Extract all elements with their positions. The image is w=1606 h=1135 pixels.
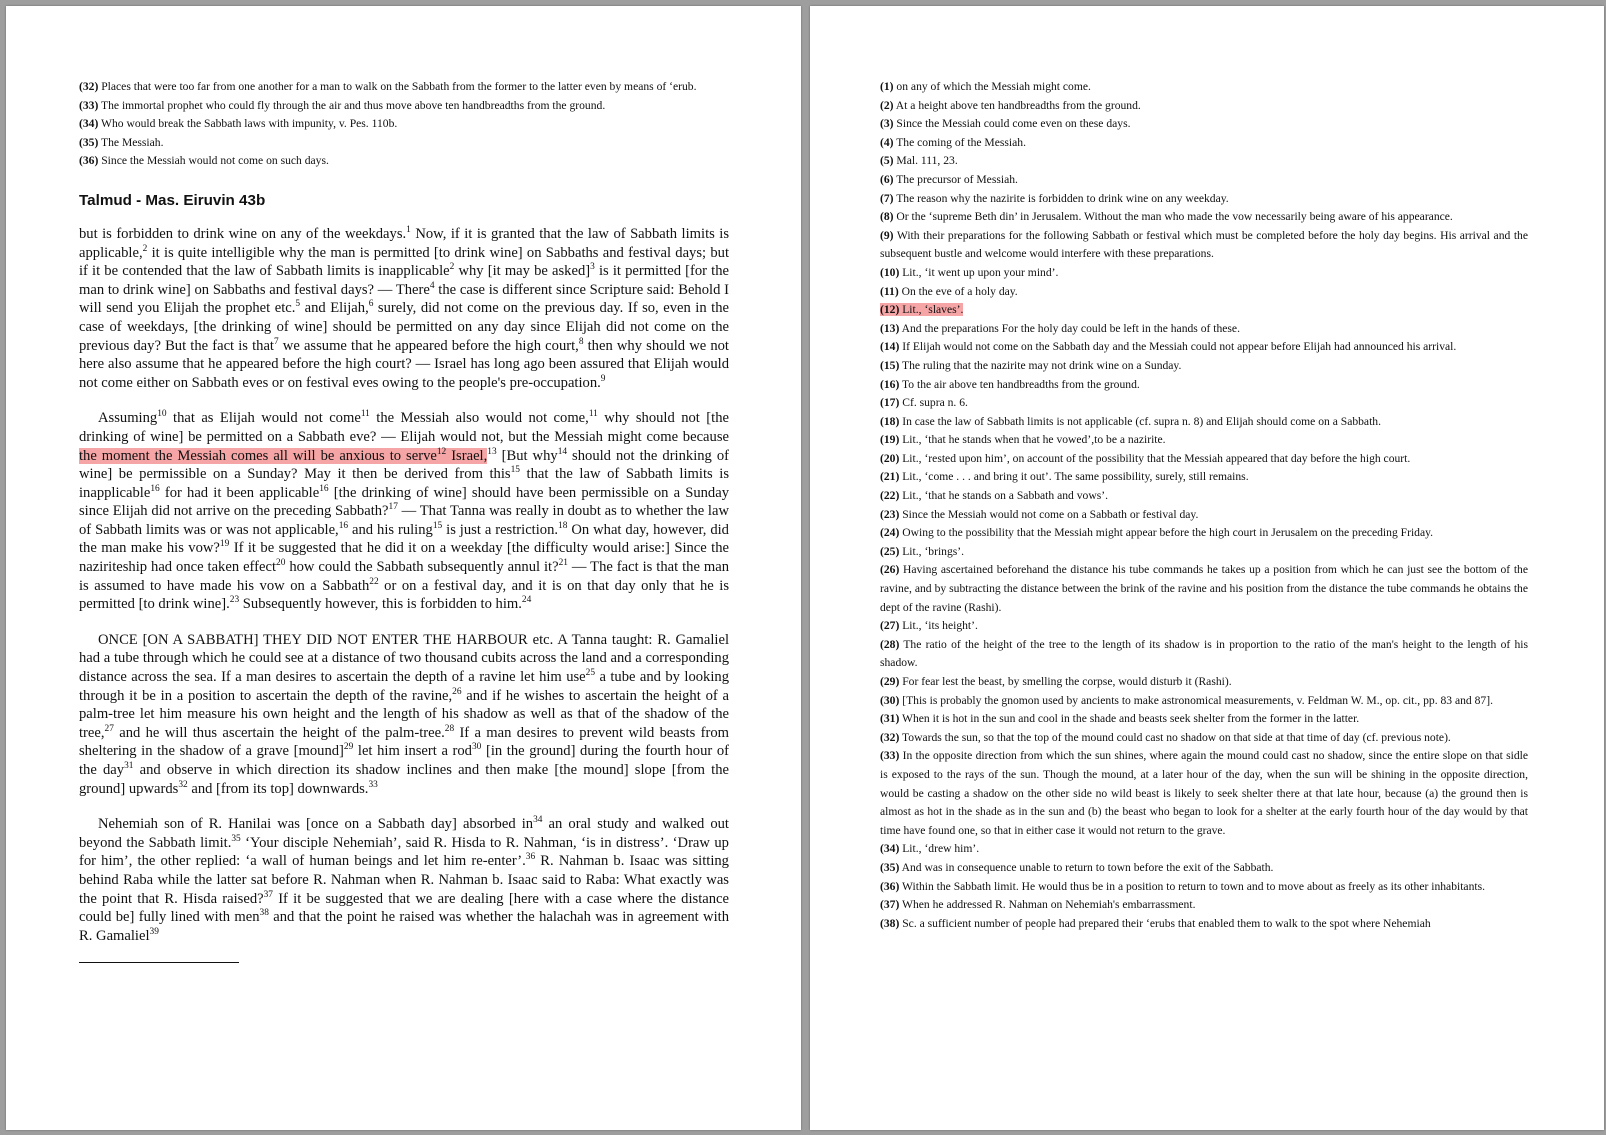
footnote-ref[interactable]: 11 [588, 409, 598, 420]
footnote-ref[interactable]: 19 [219, 539, 230, 550]
footnote-text: The ruling that the nazirite may not drink wine on a Sunday. [899, 358, 1182, 372]
body-paragraph [79, 225, 729, 392]
footnote-ref[interactable]: 11 [360, 409, 370, 420]
text-run: a tube and by looking through it be in a position to ascertain the depth of the ravine, [79, 669, 729, 704]
footnote-item [880, 152, 1528, 171]
footnote-text: Lit., ‘its height’. [899, 619, 978, 633]
footnote-text: Lit., ‘slaves’. [899, 303, 964, 317]
footnote-text: At a height above ten handbreadths from the ground. [893, 98, 1141, 112]
footnote-text: In the opposite direction from which the sun shines, where again the mound could cast no shadow, since the entire slope on that sidle is exposed to the rays of the sun. Though the mound, at a later hour of the day, when the sun will be shining in the opposite direction, would be casting a shadow on the other side no wild beast is likely to seek shelter there at that late hour, because (a) the ground then is almost as hot in the shade as in the sun and (b) the beast who began to look for a shelter at the early fourth hour of the day would by that time have found one, so that in either case it would not return to the grave. [880, 749, 1528, 837]
footnote-ref[interactable]: 9 [600, 373, 606, 384]
text-run: Now, if it is granted that the law of Sabbath limits is applicable, [79, 225, 730, 261]
text-run: let him insert a rod [353, 743, 472, 760]
text-run: an oral study and walked out beyond the Sabbath limit. [79, 816, 729, 851]
footnote-text: Lit., ‘come . . . and bring it out’. The same possibility, surely, still remains. [899, 470, 1249, 484]
footnote-text: When it is hot in the sun and cool in the shade and beasts seek shelter from the former in the latter. [899, 712, 1360, 726]
footnote-number: (24) [880, 526, 900, 540]
footnote-number: (20) [880, 451, 900, 465]
footnote-item [880, 357, 1528, 376]
footnote-item [880, 561, 1528, 617]
footnote-number: (7) [880, 191, 894, 205]
text-run: or on a festival day, and it is on that day only that he is permitted [to drink wine]. [79, 577, 729, 613]
footnote-number: (25) [880, 544, 900, 558]
footnote-text: Within the Sabbath limit. He would thus be in a position to return to town and to move about as freely as its other inhabitants. [899, 879, 1486, 893]
footnote-item [880, 840, 1528, 859]
footnote-number: (14) [880, 340, 900, 354]
footnote-item [880, 190, 1528, 209]
text-run: we assume that he appeared before the high court, [278, 337, 579, 354]
highlighted-text: Israel, [446, 447, 488, 464]
footnote-number: (6) [880, 172, 894, 186]
text-run: On what day, however, did the man make his vow? [79, 521, 729, 557]
footnote-item [880, 617, 1528, 636]
footnote-number: (10) [880, 265, 900, 279]
footnote-ref[interactable]: 16 [319, 483, 329, 494]
footnote-number: (36) [880, 879, 900, 893]
footnote-ref[interactable]: 15 [432, 521, 443, 532]
footnote-ref[interactable]: 15 [510, 465, 520, 476]
footnote-number: (26) [880, 563, 900, 577]
footnote-separator-rule [79, 962, 239, 963]
footnote-text: on any of which the Messiah might come. [893, 80, 1091, 93]
text-run: it is quite intelligible why the man is permitted [to drink wine] on Sabbaths and festival days; but if it be contended that the law of Sabbath limits is inapplicable [79, 244, 729, 280]
footnote-item [79, 78, 729, 97]
footnote-item [880, 171, 1528, 190]
footnote-ref[interactable]: 4 [429, 280, 435, 291]
footnote-item [880, 115, 1528, 134]
footnote-item [880, 524, 1528, 543]
footnote-text: The ratio of the height of the tree to the length of its shadow is in proportion to the ratio of the man's height to the length of his shadow. [880, 637, 1528, 670]
footnote-number: (15) [880, 358, 900, 372]
footnote-item [880, 78, 1528, 97]
footnote-ref[interactable]: 16 [338, 521, 349, 532]
footnote-text: On the eve of a holy day. [898, 284, 1018, 298]
footnote-number: (4) [880, 135, 894, 149]
text-run: is it permitted [for the man to drink wine] on Sabbaths and festival days? — There [79, 263, 729, 298]
footnote-item [880, 468, 1528, 487]
footnote-text: The immortal prophet who could fly through the air and thus move above ten handbreadths from the ground. [98, 98, 606, 112]
footnote-text: Having ascertained beforehand the distance his tube commands he takes up a position from which he can just see the bottom of the ravine, and by subtracting the distance between the brink of the ravine and his position from the distance the tube commands he obtains the dept of the ravine (Rashi). [880, 563, 1528, 614]
footnote-text: For fear lest the beast, by smelling the corpse, would disturb it (Rashi). [899, 675, 1232, 688]
text-run: the case is different since Scripture said: Behold I will send you Elijah the prophet etc. [79, 281, 729, 317]
footnote-ref[interactable]: 23 [229, 595, 240, 606]
footnote-text: Since the Messiah would not come on such days. [98, 154, 329, 168]
footnote-number: (32) [880, 730, 900, 744]
footnote-ref[interactable]: 31 [124, 761, 134, 772]
footnote-number: (36) [79, 154, 99, 168]
text-run: R. Nahman b. Isaac was sitting behind Raba while the latter sat before R. Nahman when R. Nahman b. Isaac said to Raba: What exactly was the point that R. Hisda raised? [79, 853, 729, 907]
tractate-heading: Talmud - Mas. Eiruvin 43b [79, 191, 266, 209]
footnote-item [880, 301, 1528, 320]
footnote-ref[interactable]: 32 [178, 779, 188, 790]
footnote-text: Towards the sun, so that the top of the mound could cast no shadow on that side at that time of day (cf. previous note). [899, 730, 1451, 744]
footnote-text: Lit., ‘rested upon him’, on account of the possibility that the Messiah appeared that day before the high court. [899, 451, 1411, 465]
footnote-number: (17) [880, 396, 900, 410]
footnote-ref[interactable]: 8 [578, 336, 584, 347]
footnote-item [880, 747, 1528, 840]
footnote-text: And was in consequence unable to return to town before the exit of the Sabbath. [899, 860, 1274, 874]
footnote-number: (27) [880, 619, 900, 633]
footnote-item [880, 208, 1528, 227]
footnote-text: Or the ‘supreme Beth din’ in Jerusalem. Without the man who made the vow necessarily being aware of his appearance. [893, 210, 1453, 224]
text-run: should not the drinking of wine] be permissible on a Sunday? May it then be derived from this [79, 447, 729, 483]
text-run: If a man desires to prevent wild beasts from sheltering in the shadow of a grave [mound] [79, 724, 729, 760]
footnote-text: The Messiah. [98, 135, 164, 149]
text-run: surely, did not come on the previous day. If so, even in the case of weekdays, [the drinking of wine] should be permitted on any day since Elijah did not come on the previous day? But the fact is that [79, 300, 729, 354]
footnote-number: (3) [880, 117, 894, 131]
footnote-ref[interactable]: 7 [273, 336, 279, 347]
footnote-item [880, 506, 1528, 525]
footnote-ref[interactable]: 20 [276, 558, 286, 569]
footnote-ref[interactable]: 3 [590, 262, 595, 273]
footnote-text: Owing to the possibility that the Messiah might appear before the high court in Jerusalem on the preceding Friday. [899, 526, 1434, 540]
footnote-item [880, 450, 1528, 469]
footnote-item [880, 264, 1528, 283]
footnote-item [880, 376, 1528, 395]
footnote-ref[interactable]: 26 [452, 686, 462, 697]
text-run: If it be suggested that we are dealing [here with a case where the distance could be] fully lined with men [79, 890, 729, 926]
body-paragraph [79, 631, 729, 798]
highlighted-text: the moment the Messiah comes all will be anxious to serve [79, 447, 437, 464]
footnote-ref[interactable]: 24 [521, 595, 532, 606]
document-page-right [810, 6, 1604, 1130]
footnote-text: The reason why the nazirite is forbidden to drink wine on any weekday. [893, 191, 1229, 205]
text-run: [But why [496, 447, 558, 464]
footnote-ref[interactable]: 21 [558, 558, 568, 569]
footnote-number: (2) [880, 98, 894, 112]
text-run: and [from its top] downwards. [187, 780, 369, 797]
text-run: Subsequently however, this is forbidden to him. [239, 596, 522, 613]
footnote-number: (16) [880, 377, 900, 391]
footnote-text: Mal. 111, 23. [893, 154, 958, 168]
footnote-text: With their preparations for the following Sabbath or festival which must be completed before the holy day begins. His arrival and the subsequent bustle and welcome would interfere with these preparations. [880, 228, 1528, 261]
text-run: [the drinking of wine] should have been permissible on a Sunday since Elijah did not arrive on the preceding Sabbath? [79, 484, 729, 520]
text-run: ‘Your disciple Nehemiah’, said R. Hisda to R. Nahman, ‘is in distress’. ‘Draw up for him’, the other replied: ‘a wall of human beings and let him re-enter’. [79, 834, 729, 870]
footnote-text: Sc. a sufficient number of people had prepared their ‘erubs that enabled them to walk to the spot where Nehemiah [899, 916, 1431, 930]
text-run: that the law of Sabbath limits is inapplicable [79, 466, 729, 501]
footnote-ref[interactable]: 35 [231, 833, 241, 844]
footnote-number: (23) [880, 507, 900, 521]
main-text [79, 225, 729, 945]
text-run: but is forbidden to drink wine on any of the weekdays. [79, 225, 407, 242]
footnote-item [880, 692, 1528, 711]
footnote-item [880, 413, 1528, 432]
text-run: Assuming [98, 410, 158, 427]
footnote-item [880, 320, 1528, 339]
text-run: If it be suggested that he did it on a weekday [the difficulty would arise:] Since the naziriteship had once taken effect [79, 540, 730, 576]
footnote-item [880, 859, 1528, 878]
footnote-ref[interactable]: 17 [388, 502, 398, 513]
footnote-text: In case the law of Sabbath limits is not applicable (cf. supra n. 8) and Elijah should come on a Sabbath. [899, 414, 1381, 428]
footnote-ref[interactable]: 36 [525, 852, 536, 863]
footnote-number: (18) [880, 414, 900, 428]
footnote-number: (29) [880, 675, 900, 688]
footnote-ref[interactable]: 12 [436, 446, 447, 457]
footnote-ref[interactable]: 27 [104, 723, 114, 734]
text-run: why [it may be asked] [454, 263, 591, 280]
footnote-item [880, 487, 1528, 506]
footnote-item [880, 338, 1528, 357]
footnote-text: Lit., ‘that he stands on a Sabbath and vows’. [899, 489, 1108, 503]
footnote-ref[interactable]: 22 [369, 576, 379, 587]
text-run: for had it been applicable [159, 484, 320, 501]
text-run: Nehemiah son of R. Hanilai was [once on a Sabbath day] absorbed in [98, 816, 534, 833]
footnote-text: Lit., ‘brings’. [899, 544, 965, 558]
footnote-text: If Elijah would not come on the Sabbath day and the Messiah could not appear before Elijah had announced his arrival. [899, 340, 1457, 354]
text-run: and Elijah, [300, 300, 369, 317]
footnote-item [79, 134, 729, 153]
footnote-item [880, 915, 1528, 934]
footnote-number: (12) [880, 303, 900, 317]
highlighted-passage [79, 448, 487, 464]
footnote-item [880, 283, 1528, 302]
footnote-text: Lit., ‘that he stands when that he vowed’,to be a nazirite. [899, 433, 1166, 447]
footnote-item [880, 431, 1528, 450]
text-run: and if he wishes to ascertain the height of a palm-tree let him measure his own height and the length of his shadow as well as that of the shadow of the tree, [79, 687, 729, 741]
footnote-item [880, 97, 1528, 116]
footnote-item [880, 673, 1528, 692]
footnote-item [880, 636, 1528, 673]
footnote-text: Lit., ‘it went up upon your mind’. [899, 265, 1059, 279]
footnote-item [880, 394, 1528, 413]
footnote-number: (33) [880, 749, 900, 763]
footnote-ref[interactable]: 33 [368, 779, 378, 790]
footnote-ref[interactable]: 25 [585, 668, 596, 679]
left-footnote-list [79, 78, 729, 171]
text-run: then why should we not here also assume that he appeared before the high court? — Israel has long ago been assured that Elijah would not come either on Sabbath eves or on festival eves owing to the people's pre-occupation. [79, 337, 729, 391]
footnote-number: (32) [79, 80, 99, 93]
footnote-text: [This is probably the gnomon used by ancients to make astronomical measurements, v. Feldman W. M., op. cit., pp. 83 and 87]. [899, 693, 1493, 707]
text-run: and his ruling [348, 521, 433, 538]
footnote-ref[interactable]: 6 [368, 299, 374, 310]
footnote-text: Since the Messiah could come even on these days. [893, 117, 1131, 131]
footnote-number: (35) [79, 135, 99, 149]
footnote-item [880, 227, 1528, 264]
footnote-item [880, 729, 1528, 748]
footnote-ref[interactable]: 14 [557, 446, 568, 457]
footnote-number: (13) [880, 321, 900, 335]
footnote-text: Who would break the Sabbath laws with impunity, v. Pes. 110b. [98, 117, 398, 131]
footnote-ref[interactable]: 2 [449, 262, 455, 273]
footnote-number: (21) [880, 470, 900, 484]
document-page-left [6, 6, 801, 1130]
text-run: the Messiah also would not come, [369, 410, 589, 427]
footnote-item [880, 878, 1528, 897]
text-run: is just a restriction. [442, 521, 559, 538]
footnote-text: The precursor of Messiah. [893, 172, 1018, 186]
footnote-number: (1) [880, 80, 894, 93]
footnote-number: (30) [880, 693, 900, 707]
footnote-ref[interactable]: 37 [263, 889, 273, 900]
text-run: and he will thus ascertain the height of the palm-tree. [113, 724, 445, 741]
footnote-item [79, 115, 729, 134]
footnote-item [880, 543, 1528, 562]
footnote-text: Lit., ‘drew him’. [899, 842, 980, 856]
footnote-ref[interactable]: 16 [150, 483, 160, 494]
footnote-ref[interactable]: 5 [295, 299, 301, 310]
footnote-number: (34) [880, 842, 900, 856]
footnote-number: (11) [880, 284, 899, 298]
footnote-number: (5) [880, 154, 894, 168]
text-run: and observe in which direction its shadow inclines and then make [the mound] slope [from the ground] upwards [79, 762, 729, 797]
footnote-number: (35) [880, 860, 900, 874]
text-run: ONCE [ON A SABBATH] THEY DID NOT ENTER THE HARBOUR etc. A Tanna taught: R. Gamaliel had a tube through which he could see at a distance of two thousand cubits across the land and a corresponding distance across the sea. If a man desires to ascertain the depth of a ravine let him use [79, 631, 729, 686]
footnote-number: (37) [880, 898, 900, 912]
text-run: — That Tanna was really in doubt as to whether the law of Sabbath limits was or was not applicable, [79, 503, 729, 538]
footnote-text: Since the Messiah would not come on a Sabbath or festival day. [899, 507, 1199, 521]
footnote-number: (28) [880, 637, 900, 651]
body-paragraph [79, 409, 729, 614]
footnote-text: Places that were too far from one another for a man to walk on the Sabbath from the former to the latter even by means of ‘erub. [98, 80, 697, 93]
footnote-ref[interactable]: 10 [157, 409, 167, 420]
footnote-text: To the air above ten handbreadths from the ground. [899, 377, 1140, 391]
footnote-number: (9) [880, 228, 894, 242]
footnote-item [880, 134, 1528, 153]
text-run: and that the point he raised was whether the halachah was in agreement with R. Gamaliel [79, 909, 730, 944]
footnote-number: (19) [880, 433, 900, 447]
footnote-ref[interactable]: 2 [142, 243, 148, 254]
footnote-number: (34) [79, 117, 99, 131]
highlighted-annotation [880, 303, 963, 316]
footnote-number: (33) [79, 98, 99, 112]
footnote-number: (31) [880, 712, 900, 726]
footnote-item [79, 152, 729, 171]
body-paragraph [79, 815, 729, 945]
footnote-item [880, 896, 1528, 915]
footnote-ref[interactable]: 30 [471, 742, 482, 753]
footnote-number: (8) [880, 210, 894, 224]
text-run: [in the ground] during the fourth hour of the day [79, 743, 730, 778]
footnote-ref[interactable]: 18 [558, 521, 568, 532]
footnote-text: And the preparations For the holy day could be left in the hands of these. [899, 321, 1240, 335]
footnote-ref[interactable]: 34 [533, 815, 543, 826]
footnote-ref[interactable]: 28 [444, 723, 455, 734]
footnote-text: Cf. supra n. 6. [899, 396, 968, 410]
footnote-ref[interactable]: 29 [343, 742, 354, 753]
right-footnote-list [880, 78, 1528, 933]
footnote-number: (38) [880, 916, 900, 930]
footnote-ref[interactable]: 39 [149, 926, 159, 937]
footnote-item [79, 97, 729, 116]
footnote-text: When he addressed R. Nahman on Nehemiah's embarrassment. [899, 898, 1196, 912]
text-run: why should not [the drinking of wine] be permitted on a Sabbath eve? — Elijah would not, but the Messiah might come because [79, 410, 729, 445]
text-run: that as Elijah would not come [166, 410, 361, 427]
text-run: how could the Sabbath subsequently annul it? [285, 559, 559, 576]
footnote-item [880, 710, 1528, 729]
footnote-ref[interactable]: 38 [259, 908, 269, 919]
footnote-ref[interactable]: 13 [487, 446, 497, 457]
footnote-ref[interactable]: 1 [406, 225, 411, 236]
footnote-number: (22) [880, 489, 900, 503]
footnote-text: The coming of the Messiah. [893, 135, 1026, 149]
text-run: — The fact is that the man is assumed to have made his vow on a Sabbath [79, 559, 730, 594]
